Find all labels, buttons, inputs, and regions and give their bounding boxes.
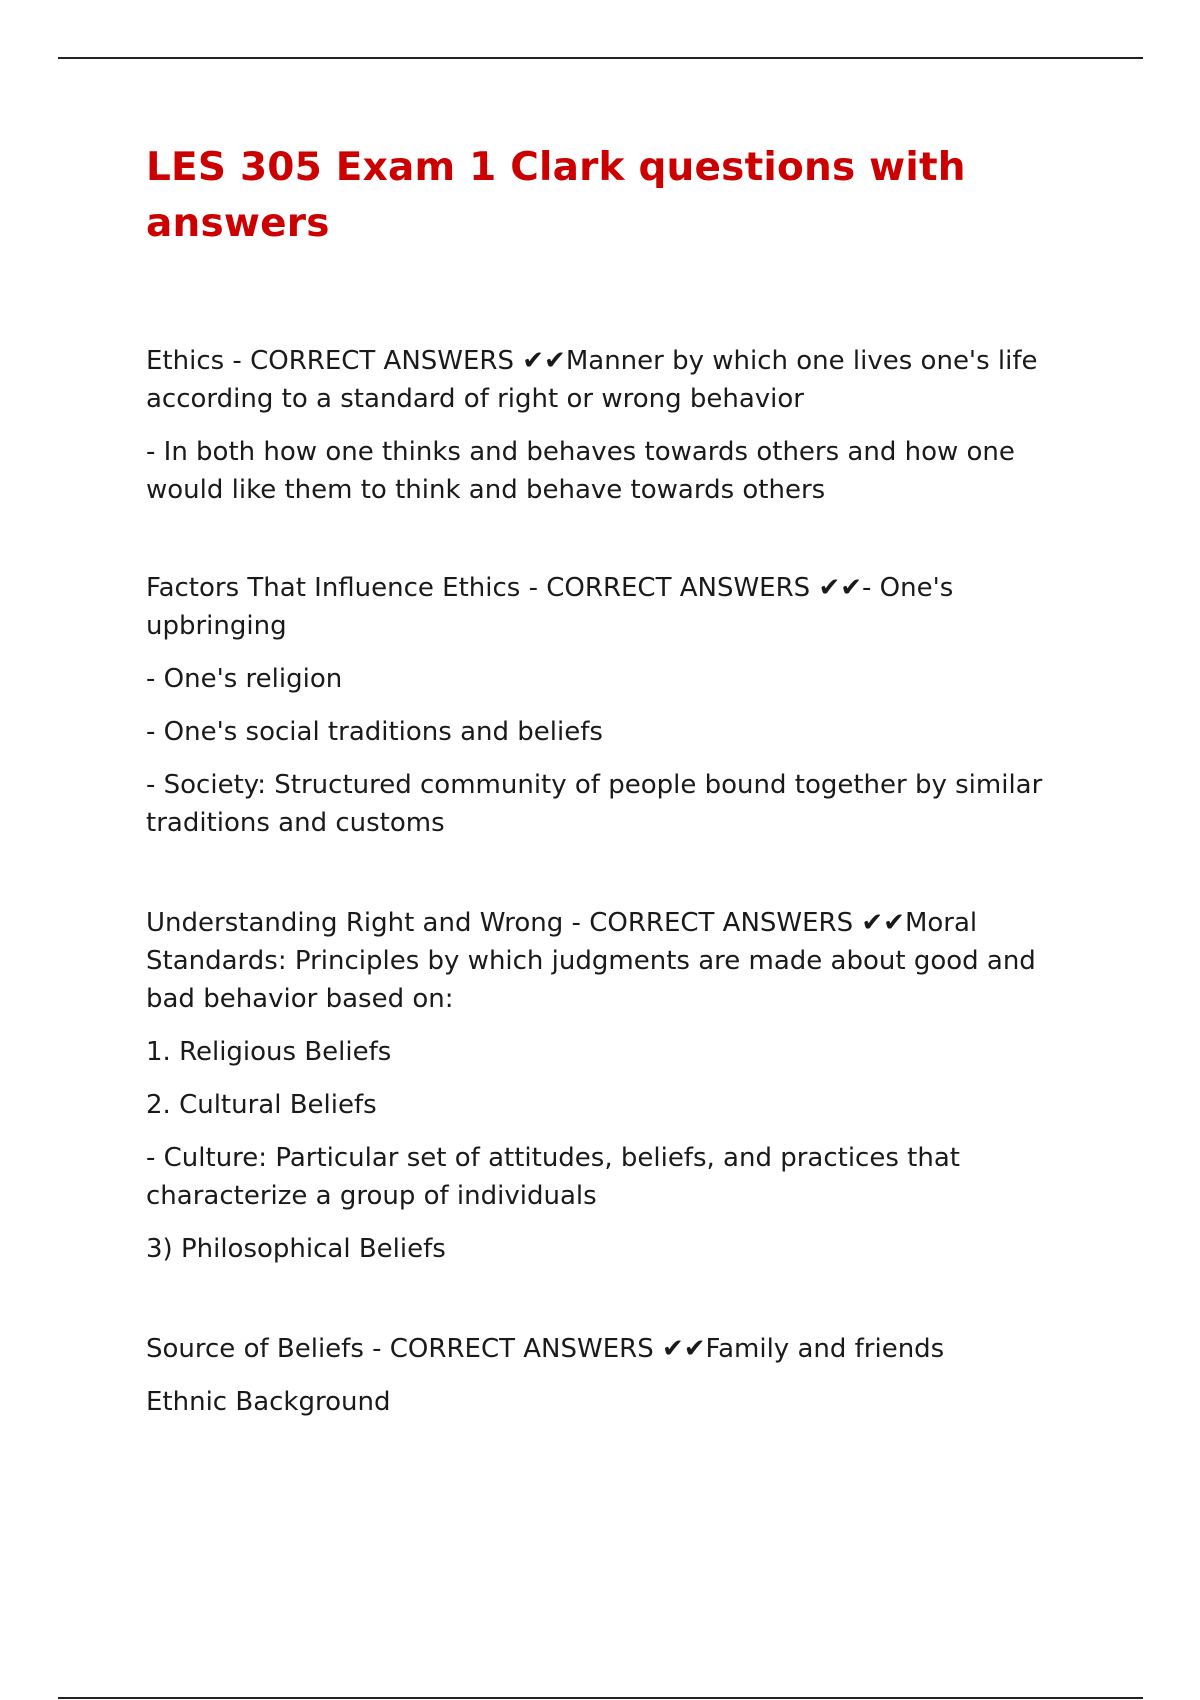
qa-paragraph: Understanding Right and Wrong - CORRECT ANSWERS ✔✔Moral Standards: Principles by which judgments are made about good and bad behavior based on:	[146, 908, 1036, 1014]
bottom-rule	[58, 1697, 1143, 1699]
qa-paragraph: - In both how one thinks and behaves towards others and how one would like them to think and behave towards others	[146, 437, 1015, 505]
qa-block-right-and-wrong	[146, 904, 1086, 1268]
top-rule	[58, 57, 1143, 59]
document-title: LES 305 Exam 1 Clark questions with answers	[146, 145, 966, 246]
qa-paragraph: - One's social traditions and beliefs	[146, 717, 603, 747]
qa-block-ethics	[146, 342, 1086, 509]
qa-paragraph: 2. Cultural Beliefs	[146, 1090, 377, 1120]
qa-paragraph: - One's religion	[146, 664, 343, 694]
qa-paragraph: Ethics - CORRECT ANSWERS ✔✔Manner by which one lives one's life according to a standard of right or wrong behavior	[146, 346, 1038, 414]
qa-paragraph: 3) Philosophical Beliefs	[146, 1234, 446, 1264]
qa-paragraph: Source of Beliefs - CORRECT ANSWERS ✔✔Family and friends	[146, 1334, 945, 1364]
document-body	[146, 140, 1086, 1436]
qa-block-source-of-beliefs	[146, 1330, 1086, 1421]
qa-paragraph: - Society: Structured community of people bound together by similar traditions and customs	[146, 770, 1043, 838]
qa-paragraph: Ethnic Background	[146, 1387, 391, 1417]
qa-paragraph: Factors That Influence Ethics - CORRECT ANSWERS ✔✔- One's upbringing	[146, 573, 954, 641]
qa-paragraph: 1. Religious Beliefs	[146, 1037, 392, 1067]
qa-paragraph: - Culture: Particular set of attitudes, beliefs, and practices that characterize a group of individuals	[146, 1143, 960, 1211]
qa-block-factors-influence-ethics	[146, 569, 1086, 842]
